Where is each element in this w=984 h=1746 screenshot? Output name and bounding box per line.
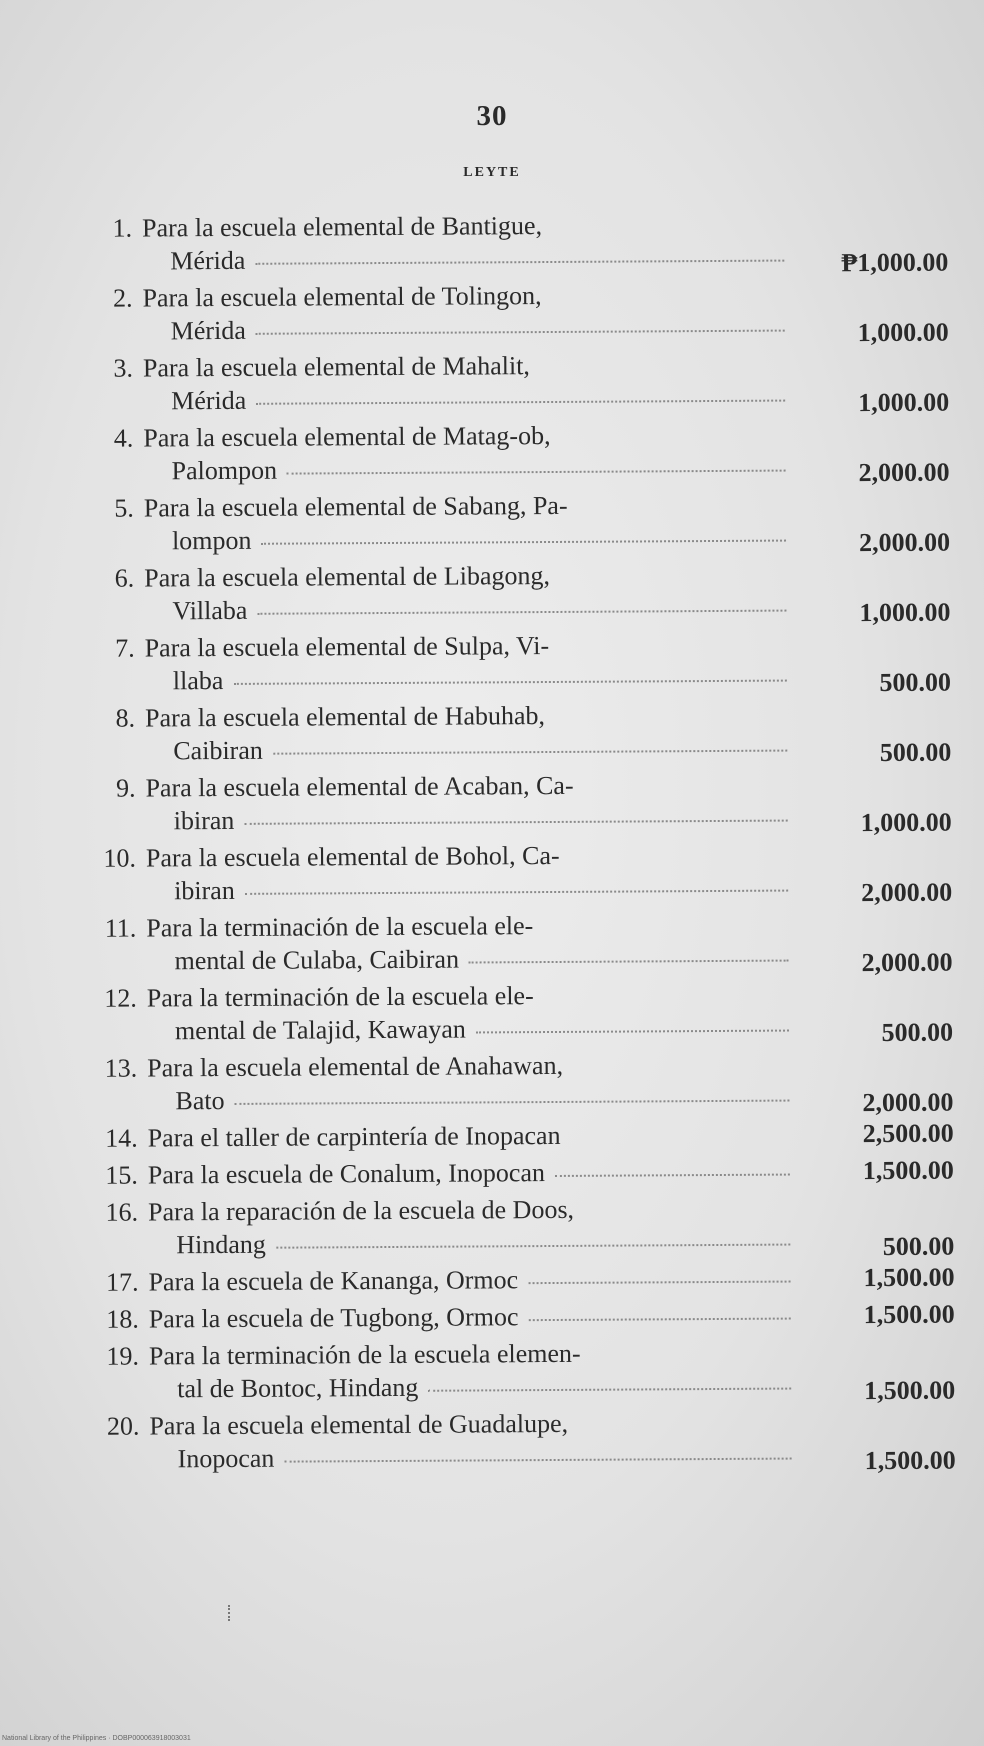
entry-line1 <box>65 1299 797 1336</box>
entry-line1 <box>65 1405 955 1443</box>
dot-leader <box>256 330 785 335</box>
section-title: LEYTE <box>463 165 521 180</box>
entry-amount: 2,000.00 <box>858 457 950 488</box>
entry-number: 3. <box>113 353 134 383</box>
entry-text: Para la escuela elemental de Libagong, <box>144 561 551 593</box>
entry-amount: 1,500.00 <box>863 1262 955 1293</box>
entry-text-cont: tal de Bontoc, Hindang <box>177 1372 419 1404</box>
entry-amount: 1,500.00 <box>862 1155 954 1186</box>
entry-line2 <box>174 941 794 978</box>
entry-amount: 2,000.00 <box>861 877 953 908</box>
entry-line1 <box>64 1155 796 1192</box>
entry-number: 12. <box>104 983 137 1013</box>
entry-line1 <box>62 907 952 945</box>
list-item <box>62 837 952 908</box>
entry-amount: 2,000.00 <box>862 1087 954 1118</box>
dot-leader <box>244 820 787 825</box>
entry-number: 13. <box>104 1053 138 1083</box>
list-item <box>62 907 952 978</box>
entry-number: 7. <box>115 633 135 663</box>
entry-line1 <box>59 347 949 385</box>
entry-line1 <box>60 557 950 595</box>
entry-text: Para la reparación de la escuela de Doos, <box>148 1194 575 1227</box>
page-number: 30 <box>476 100 508 132</box>
entry-line2 <box>172 521 792 558</box>
entry-line1 <box>63 977 953 1015</box>
entry-amount: ₱1,000.00 <box>841 247 949 278</box>
entry-line1 <box>64 1191 954 1229</box>
list-item <box>65 1298 955 1336</box>
entry-text: Para la escuela elemental de Bohol, Ca- <box>145 840 560 873</box>
dot-leader <box>287 470 786 475</box>
entry-line1 <box>64 1118 796 1155</box>
dot-leader <box>273 750 787 755</box>
entry-number: 1. <box>112 213 133 243</box>
dot-leader <box>476 1030 789 1034</box>
entry-number: 11. <box>104 913 137 943</box>
entry-text-cont: Palompon <box>171 455 278 486</box>
dot-leader <box>233 680 786 685</box>
entry-text-cont: Hindang <box>176 1229 266 1260</box>
list-item <box>64 1154 954 1192</box>
entry-text-cont: Villaba <box>172 595 248 626</box>
entry-amount: 1,500.00 <box>864 1445 956 1476</box>
entry-text-cont: Mérida <box>170 245 246 276</box>
list-item <box>58 207 948 278</box>
entry-text-cont: Caibiran <box>173 735 263 766</box>
entry-text: Para la escuela elemental de Mahalit, <box>142 351 530 383</box>
entry-line2 <box>171 451 791 488</box>
entry-amount: 500.00 <box>881 1017 954 1047</box>
entry-number: 15. <box>105 1160 138 1190</box>
entry-text-cont: mental de Culaba, Caibiran <box>174 944 460 976</box>
entry-amount: 2,000.00 <box>861 947 953 978</box>
list-item <box>60 557 950 628</box>
dot-leader <box>261 540 786 545</box>
list-item <box>64 1191 954 1262</box>
entry-number: 10. <box>103 843 137 873</box>
entry-number: 5. <box>114 493 134 523</box>
entry-text: Para la escuela elemental de Bantigue, <box>142 211 543 243</box>
entry-line2 <box>171 381 791 418</box>
entry-amount: 500.00 <box>879 737 952 767</box>
entry-text: Para la escuela elemental de Sabang, Pa- <box>143 490 568 523</box>
entry-text-cont: mental de Talajid, Kawayan <box>174 1014 466 1046</box>
entry-amount: 2,500.00 <box>862 1118 954 1149</box>
entry-line2 <box>174 801 794 838</box>
entry-number: 16. <box>105 1197 139 1227</box>
dot-leader <box>276 1244 790 1249</box>
entry-text-cont: ibiran <box>174 875 235 906</box>
entry-number: 2. <box>112 283 133 313</box>
dot-leader <box>256 400 785 405</box>
entry-text: Para la escuela de Conalum, Inopocan <box>147 1158 546 1190</box>
entry-text-cont: Mérida <box>171 385 247 416</box>
entry-amount: 2,000.00 <box>858 527 951 558</box>
entry-amount: 1,500.00 <box>863 1299 955 1330</box>
entry-text: Para la terminación de la escuela elemen- <box>148 1338 581 1371</box>
list-item <box>59 347 949 418</box>
entry-amount: 1,000.00 <box>860 807 952 838</box>
dot-leader <box>428 1388 791 1392</box>
entry-text: Para la escuela elemental de Guadalupe, <box>149 1408 569 1441</box>
entry-amount: 1,000.00 <box>857 317 949 348</box>
entry-number: 6. <box>114 563 135 593</box>
print-mark <box>228 1605 233 1621</box>
entry-number: 17. <box>105 1267 139 1297</box>
dot-leader <box>469 960 789 964</box>
entry-line2 <box>172 591 792 628</box>
entry-line1 <box>58 207 948 245</box>
entry-text-cont: ibiran <box>173 805 235 836</box>
entry-text: Para la escuela elemental de Anahawan, <box>147 1050 564 1083</box>
entry-line1 <box>63 1047 953 1085</box>
entry-number: 9. <box>115 773 136 803</box>
list-item <box>61 627 951 698</box>
list-item <box>61 697 951 768</box>
entry-amount: 1,500.00 <box>864 1375 956 1406</box>
entry-text: Para la terminación de la escuela ele- <box>146 981 534 1013</box>
dot-leader <box>284 1458 791 1463</box>
entry-amount: 1,000.00 <box>859 597 951 628</box>
entry-line2 <box>173 661 793 698</box>
entry-line2 <box>178 1439 798 1476</box>
entry-text: Para la escuela elemental de Habuhab, <box>145 701 546 733</box>
entry-text: Para la terminación de la escuela ele- <box>146 911 534 943</box>
entry-number: 8. <box>115 703 136 733</box>
list-item <box>61 767 951 838</box>
entry-line1 <box>64 1262 796 1299</box>
entry-text: Para la escuela elemental de Tolingon, <box>142 281 542 313</box>
entry-number: 14. <box>105 1123 138 1153</box>
entry-line2 <box>177 1369 797 1406</box>
list-item <box>65 1405 955 1476</box>
dot-leader <box>245 890 788 895</box>
list-item <box>63 1047 953 1118</box>
entry-line1 <box>61 767 951 805</box>
entry-line2 <box>176 1225 796 1262</box>
entry-line1 <box>59 417 949 455</box>
footer-note: National Library of the Philippines · DOBP000063918003031 <box>2 1735 191 1742</box>
entry-line1 <box>62 837 952 875</box>
entry-text: Para la escuela elemental de Acaban, Ca- <box>145 770 574 803</box>
entry-number: 20. <box>106 1411 140 1441</box>
list-item <box>65 1335 955 1406</box>
entry-text: Para la escuela elemental de Sulpa, Vi- <box>144 631 550 663</box>
entry-amount: 500.00 <box>879 667 951 697</box>
appropriation-list <box>58 207 956 1480</box>
entry-line1 <box>61 697 951 735</box>
entry-text-cont: lompon <box>171 525 252 556</box>
entry-number: 19. <box>106 1341 140 1371</box>
entry-line2 <box>174 871 794 908</box>
entry-line1 <box>65 1335 955 1373</box>
dot-leader <box>255 260 784 265</box>
entry-line2 <box>170 241 790 278</box>
entry-text: Para la escuela elemental de Matag-ob, <box>143 420 551 453</box>
entry-line2 <box>175 1011 795 1048</box>
list-item <box>64 1117 954 1155</box>
entry-line2 <box>173 731 793 768</box>
list-item <box>64 1261 954 1299</box>
entry-text-cont: Inopocan <box>177 1443 275 1474</box>
entry-text: Para la escuela de Tugbong, Ormoc <box>148 1302 519 1334</box>
entry-text-cont: llaba <box>172 665 224 696</box>
entry-amount: 1,000.00 <box>858 387 950 418</box>
dot-leader <box>235 1100 790 1105</box>
list-item <box>58 277 948 348</box>
entry-line1 <box>60 487 950 525</box>
entry-text-cont: Mérida <box>170 315 246 346</box>
entry-text-cont: Bato <box>175 1085 225 1116</box>
dot-leader <box>528 1281 790 1285</box>
entry-amount: 500.00 <box>882 1231 955 1261</box>
list-item <box>63 977 953 1048</box>
dot-leader <box>555 1174 790 1177</box>
entry-number: 4. <box>113 423 134 453</box>
dot-leader <box>257 610 786 615</box>
entry-line2 <box>171 311 791 348</box>
entry-line2 <box>175 1081 795 1118</box>
entry-text: Para el taller de carpintería de Inopacan <box>147 1120 561 1153</box>
entry-text: Para la escuela de Kananga, Ormoc <box>148 1265 519 1297</box>
entry-number: 18. <box>106 1304 139 1334</box>
list-item <box>60 487 950 558</box>
entry-line1 <box>58 277 948 315</box>
list-item <box>59 417 949 488</box>
dot-leader <box>528 1318 790 1322</box>
entry-line1 <box>61 627 951 665</box>
